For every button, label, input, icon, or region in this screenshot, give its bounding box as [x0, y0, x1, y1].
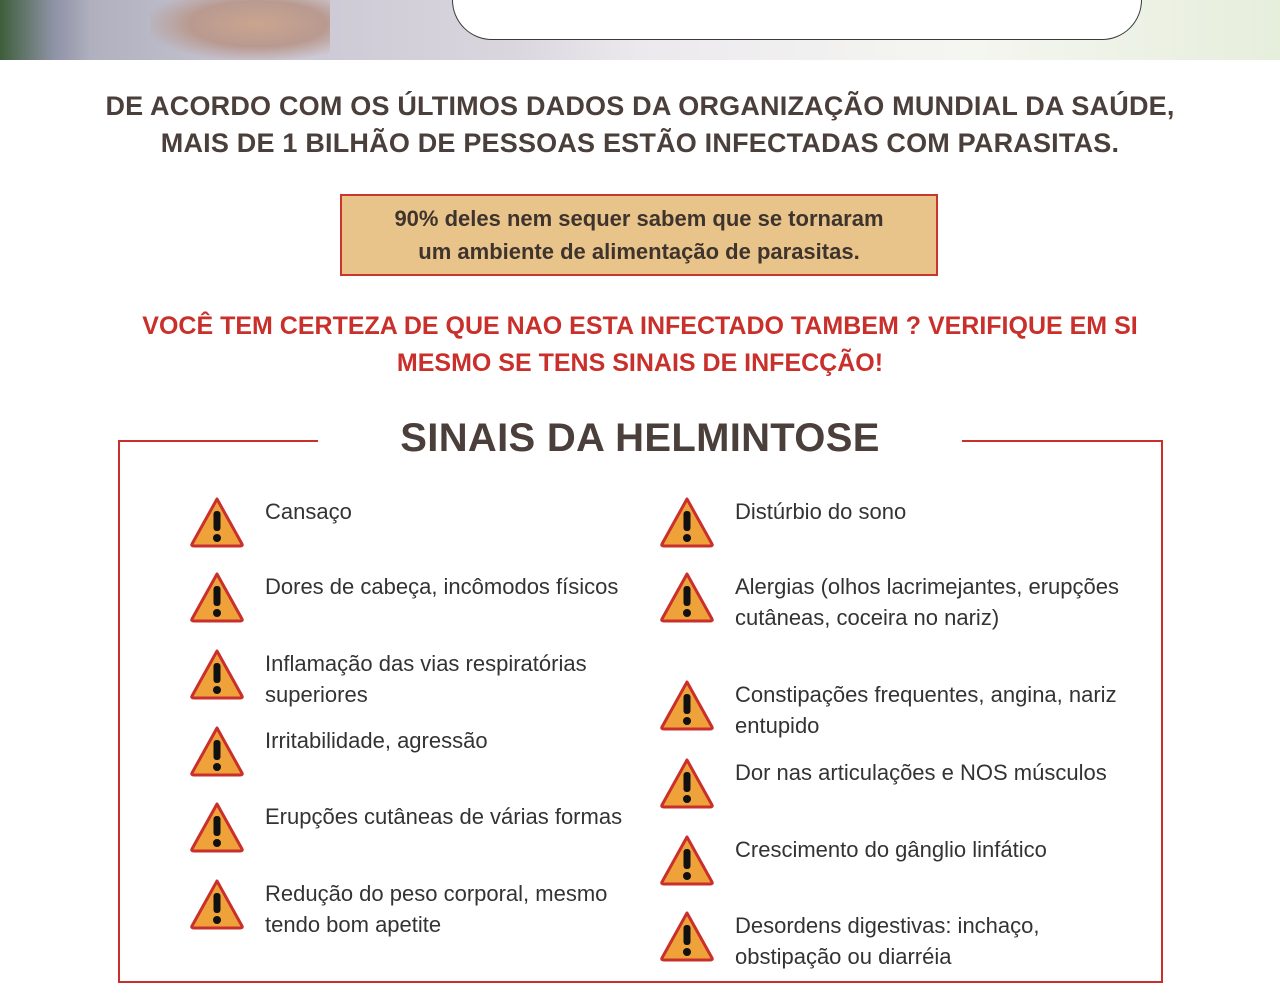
sign-text: Dores de cabeça, incômodos físicos	[265, 574, 619, 599]
notice-box	[340, 194, 938, 276]
sign-text: Constipações frequentes, angina, nariz entupido	[735, 682, 1117, 738]
hero-hand-photo	[150, 0, 330, 60]
warning-icon	[659, 834, 715, 886]
question-line-2: MESMO SE TENS SINAIS DE INFECÇÃO!	[396, 349, 884, 377]
sign-text: Irritabilidade, agressão	[265, 728, 488, 753]
headline-line-2: MAIS DE 1 BILHÃO DE PESSOAS ESTÃO INFECTADAS COM PARASITAS.	[160, 128, 1120, 158]
notice-line-2: um ambiente de alimentação de parasitas.	[418, 239, 860, 264]
signs-box-top-line-right	[962, 440, 1163, 442]
warning-icon	[189, 648, 245, 700]
warning-icon	[189, 878, 245, 930]
signs-title: SINAIS DA HELMINTOSE	[400, 416, 880, 460]
hero-card	[452, 0, 1142, 40]
warning-icon	[189, 496, 245, 548]
warning-icon	[659, 757, 715, 809]
warning-icon	[659, 496, 715, 548]
who-headline	[0, 88, 1280, 162]
sign-text: Cansaço	[265, 499, 352, 524]
headline-line-1: DE ACORDO COM OS ÚLTIMOS DADOS DA ORGANIZAÇÃO MUNDIAL DA SAÚDE,	[105, 91, 1175, 121]
hero-image	[0, 0, 1280, 60]
question-line-1: VOCÊ TEM CERTEZA DE QUE NAO ESTA INFECTADO TAMBEM ? VERIFIQUE EM SI	[142, 312, 1138, 340]
sign-text: Erupções cutâneas de várias formas	[265, 804, 623, 829]
sign-text: Crescimento do gânglio linfático	[735, 837, 1047, 862]
warning-icon	[189, 801, 245, 853]
warning-icon	[659, 679, 715, 731]
notice-line-1: 90% deles nem sequer sabem que se tornaram	[394, 206, 884, 231]
sign-text: Redução do peso corporal, mesmo tendo bom apetite	[265, 881, 608, 937]
infection-question	[60, 308, 1220, 382]
sign-text: Distúrbio do sono	[735, 499, 907, 524]
warning-icon	[659, 910, 715, 962]
signs-box-top-line-left	[118, 440, 318, 442]
sign-text: Alergias (olhos lacrimejantes, erupções cutâneas, coceira no nariz)	[735, 574, 1119, 630]
sign-text: Dor nas articulações e NOS músculos	[735, 760, 1107, 785]
hero-background-left	[0, 0, 90, 60]
warning-icon	[659, 571, 715, 623]
sign-text: Desordens digestivas: inchaço, obstipação ou diarréia	[735, 913, 1040, 969]
warning-icon	[189, 571, 245, 623]
sign-text: Inflamação das vias respiratórias superiores	[265, 651, 587, 707]
warning-icon	[189, 725, 245, 777]
